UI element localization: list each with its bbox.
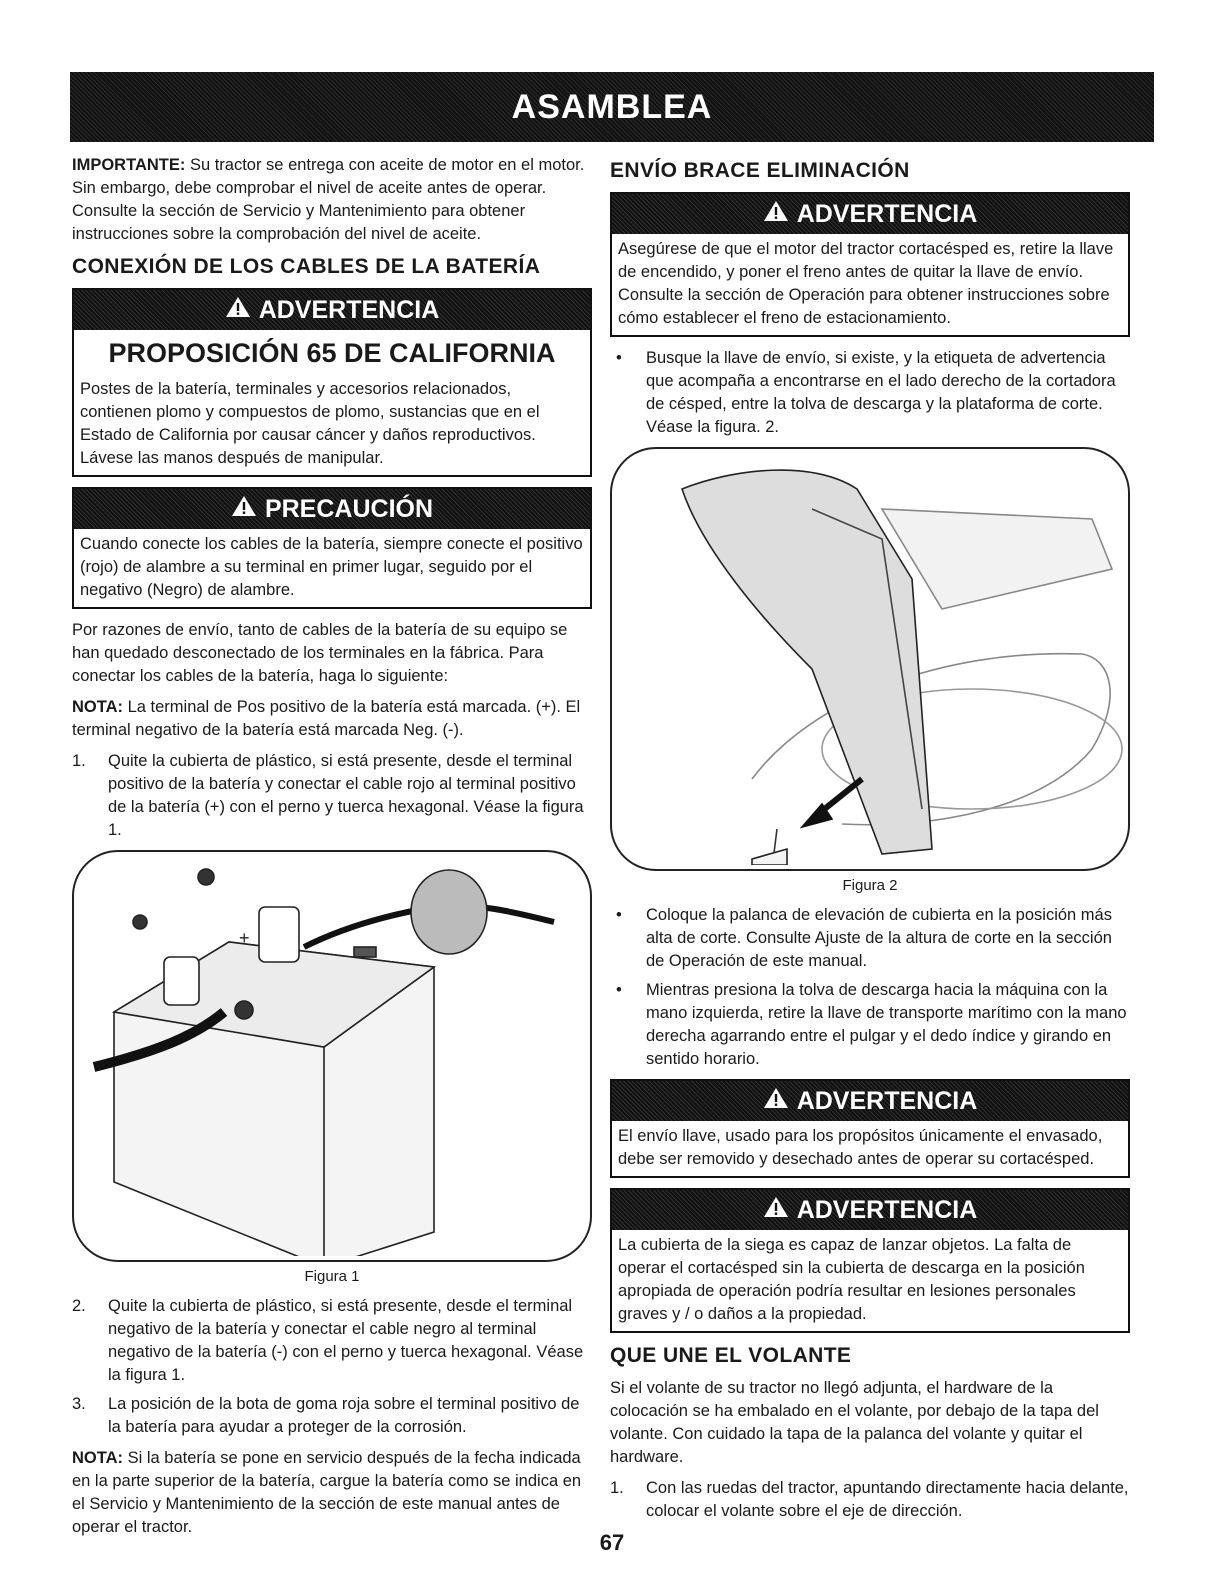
list-item [610,1477,1130,1523]
step-number: 2. [72,1297,86,1315]
nota-label: NOTA: [72,1449,124,1467]
list-item [72,1295,592,1387]
chute-illustration [612,449,1124,865]
step-number: 1. [72,752,86,770]
warning-box-envio [610,192,1130,337]
warning-box-header [612,194,1128,234]
paragraph-envio-cables: Por razones de envío, tanto de cables de la batería de su equipo se han quedado desconectado de los terminales en la fábrica. Para conectar los cables de la batería, haga lo siguiente: [72,621,568,685]
nota-paragraph-2 [72,1447,592,1539]
list-item: • Coloque la palanca de elevación de cubierta en la posición más alta de corte. Consulte Ajuste de la altura de corte en la sección de Operación de este manual. [610,904,1130,973]
importante-text: Su tractor se entrega con aceite de motor en el motor. Sin embargo, debe comprobar el nivel de aceite antes de operar. Consulte la sección de Servicio y Mantenimiento para obtener instrucciones sobre la comprobación del nivel de aceite. [72,156,585,243]
warning-box-head-label: ADVERTENCIA [796,1087,978,1115]
page-number: 67 [599,1530,625,1555]
left-column [72,154,592,1547]
caution-box [72,487,592,609]
figure-1-caption: Figura 1 [304,1268,360,1285]
battery-illustration [74,852,590,1256]
warning-box-llave [610,1079,1130,1178]
warning-box-head-label: ADVERTENCIA [258,296,440,324]
warning-box-header [612,1190,1128,1230]
steps-list-2 [72,1295,592,1439]
step-text: Quite la cubierta de plástico, si está presente, desde el terminal positivo de la batería y conectar el cable rojo al terminal positivo de la batería (+) con el perno y tuerca hexagonal. Véase la figura 1. [108,752,584,839]
bullets-list-1 [610,347,1130,439]
warning-llave-text: El envío llave, usado para los propósitos únicamente el envasado, debe ser removido y desechado antes de operar su cortacésped. [618,1127,1103,1168]
step-text: Con las ruedas del tractor, apuntando directamente hacia delante, colocar el volante sobre el eje de dirección. [646,1479,1129,1520]
warning-box-header [612,1081,1128,1121]
right-column [610,154,1130,1531]
section-title-volante: QUE UNE EL VOLANTE [610,1344,852,1367]
steps-list-volante [610,1477,1130,1523]
step-number: 1. [610,1479,624,1497]
figure-1-battery [72,850,592,1262]
list-item: • Mientras presiona la tolva de descarga hacia la máquina con la mano izquierda, retire la llave de transporte marítimo con la mano derecha agarrando entre el pulgar y el dedo índice y girando en sentido horario. [610,979,1130,1071]
page-title: ASAMBLEA [511,87,713,126]
nota-text: Si la batería se pone en servicio después de la fecha indicada en la parte superior de la batería, cargue la batería como se indica en el Servicio y Mantenimiento de la sección de este manual antes de operar el tractor. [72,1449,582,1536]
svg-text:+: + [239,928,250,948]
header-banner [70,72,1154,142]
list-item [72,750,592,842]
caution-text: Cuando conecte los cables de la batería, siempre conecte el positivo (rojo) de alambre a su terminal en primer lugar, seguido por el negativo (Negro) de alambre. [80,535,583,599]
warning-envio-text: Asegúrese de que el motor del tractor cortacésped es, retire la llave de encendido, y poner el freno antes de quitar la llave de envío. Consulte la sección de Operación para obtener instrucciones sobre cómo establecer el freno de estacionamiento. [618,240,1114,327]
warning-triangle-icon [763,194,789,234]
step-number: 3. [72,1395,86,1413]
prop65-title: PROPOSICIÓN 65 DE CALIFORNIA [108,338,556,368]
caution-box-header [74,489,590,529]
figure-2-chute [610,447,1130,871]
bullets-list-2 [610,904,1130,1071]
paragraph-volante: Si el volante de su tractor no llegó adjunta, el hardware de la colocación se ha embalado en el volante, por debajo de la tapa del volante. Con cuidado la tapa de la palanca del volante y quitar el hardware. [610,1379,1099,1466]
warning-triangle-icon [231,489,257,529]
importante-label: IMPORTANTE: [72,156,186,174]
warning-box-prop65 [72,288,592,477]
warning-triangle-icon [225,290,251,330]
list-item: • Busque la llave de envío, si existe, y la etiqueta de advertencia que acompaña a encontrarse en el lado derecho de la cortadora de césped, entre la tolva de descarga y la plataforma de corte. Véase la figura. 2. [610,347,1130,439]
nota-label: NOTA: [72,698,124,716]
warning-box-cubierta [610,1188,1130,1333]
step-text: Quite la cubierta de plástico, si está presente, desde el terminal negativo de la batería y conectar el cable negro al terminal negativo de la batería (-) con el perno y tuerca hexagonal. Véase la figura 1. [108,1297,584,1384]
steps-list-1 [72,750,592,842]
warning-box-head-label: ADVERTENCIA [796,1196,978,1224]
importante-paragraph [72,154,592,246]
section-title-envio: ENVÍO BRACE ELIMINACIÓN [610,159,910,182]
list-item [72,1393,592,1439]
prop65-text: Postes de la batería, terminales y accesorios relacionados, contienen plomo y compuestos de plomo, sustancias que en el Estado de California por causar cáncer y daños reproductivos. Lávese las manos después de manipular. [80,380,540,467]
warning-box-header [74,290,590,330]
nota-paragraph-1 [72,696,592,742]
caution-box-head-label: PRECAUCIÓN [264,495,434,523]
section-title-bateria: CONEXIÓN DE LOS CABLES DE LA BATERÍA [72,255,541,278]
warning-triangle-icon [763,1190,789,1230]
warning-triangle-icon [763,1081,789,1121]
warning-cubierta-text: La cubierta de la siega es capaz de lanzar objetos. La falta de operar el cortacésped sin la cubierta de descarga en la posición apropiada de operación podría resultar en lesiones personales graves y / o daños a la propiedad. [618,1236,1085,1323]
step-text: La posición de la bota de goma roja sobre el terminal positivo de la batería para ayudar a proteger de la corrosión. [108,1395,580,1436]
figure-2-caption: Figura 2 [842,877,898,894]
nota-text: La terminal de Pos positivo de la batería está marcada. (+). El terminal negativo de la batería está marcada Neg. (-). [72,698,581,739]
warning-box-head-label: ADVERTENCIA [796,200,978,228]
